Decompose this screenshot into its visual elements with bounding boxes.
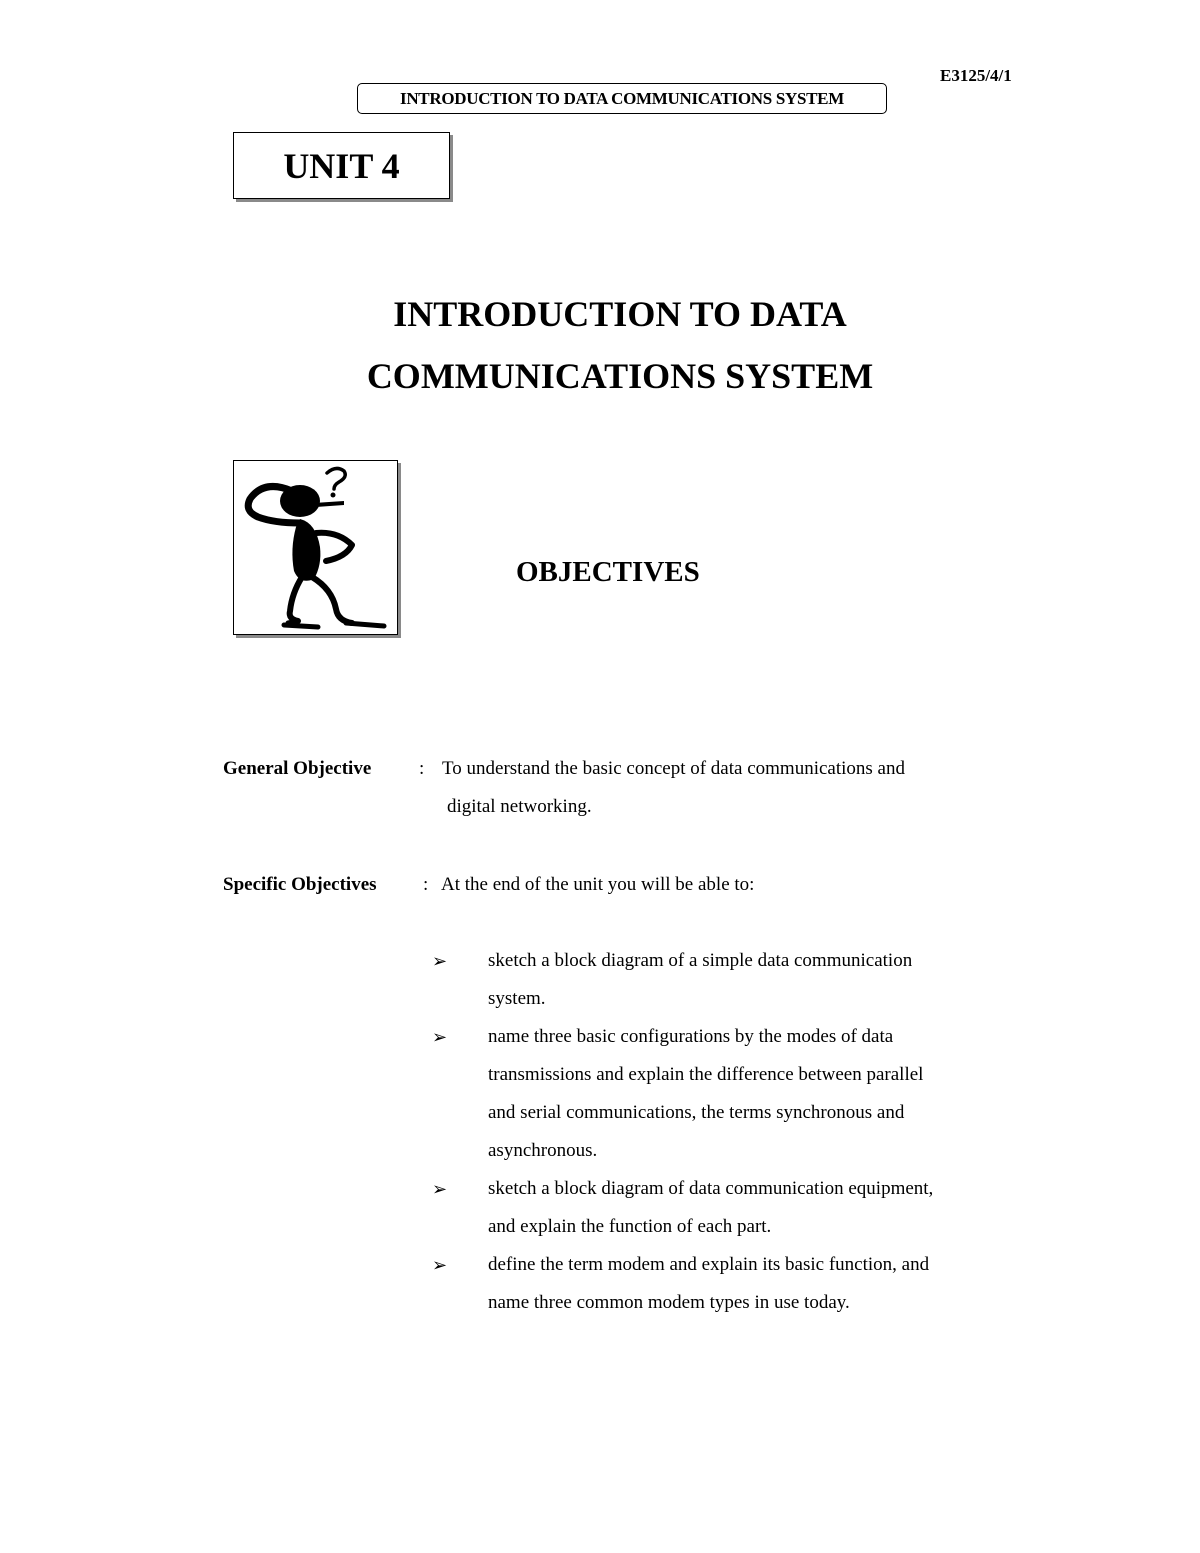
objective-item-2-line-1: name three basic configurations by the modes of data xyxy=(488,1026,894,1047)
general-objective-line-1: To understand the basic concept of data communications and xyxy=(442,758,905,779)
objective-item-2-line-3: and serial communications, the terms synchronous and xyxy=(488,1102,905,1123)
arrow-bullet-icon: ➢ xyxy=(432,1179,448,1200)
specific-objectives-colon: : xyxy=(423,874,429,895)
general-objective-line-2: digital networking. xyxy=(447,796,592,817)
running-header: INTRODUCTION TO DATA COMMUNICATIONS SYSTEM xyxy=(357,83,887,114)
specific-objectives-label: Specific Objectives xyxy=(223,874,377,895)
title-line-2: COMMUNICATIONS SYSTEM xyxy=(366,356,874,396)
objective-item-4-line-1: define the term modem and explain its basic function, and xyxy=(488,1254,930,1275)
arrow-bullet-icon: ➢ xyxy=(432,1255,448,1276)
objective-item-4-line-2: name three common modem types in use today. xyxy=(488,1292,850,1313)
objective-item-1-line-1: sketch a block diagram of a simple data communication xyxy=(488,950,913,971)
arrow-bullet-icon: ➢ xyxy=(432,951,448,972)
objective-item-1-line-2: system. xyxy=(488,988,546,1009)
general-objective-label: General Objective xyxy=(223,758,372,779)
specific-objectives-intro: At the end of the unit you will be able to: xyxy=(441,874,755,895)
page-code: E3125/4/1 xyxy=(940,66,1012,85)
thinking-person-icon xyxy=(234,461,396,633)
objective-item-3-line-1: sketch a block diagram of data communication equipment, xyxy=(488,1178,934,1199)
thinking-figure-clipart xyxy=(233,460,398,635)
objective-item-2-line-4: asynchronous. xyxy=(488,1140,598,1161)
objective-item-2-line-2: transmissions and explain the difference between parallel xyxy=(488,1064,924,1085)
arrow-bullet-icon: ➢ xyxy=(432,1027,448,1048)
unit-label: UNIT 4 xyxy=(233,132,450,199)
objective-item-3-line-2: and explain the function of each part. xyxy=(488,1216,772,1237)
objectives-heading: OBJECTIVES xyxy=(516,556,700,588)
title-line-1: INTRODUCTION TO DATA xyxy=(393,294,847,334)
general-objective-colon: : xyxy=(419,758,425,779)
